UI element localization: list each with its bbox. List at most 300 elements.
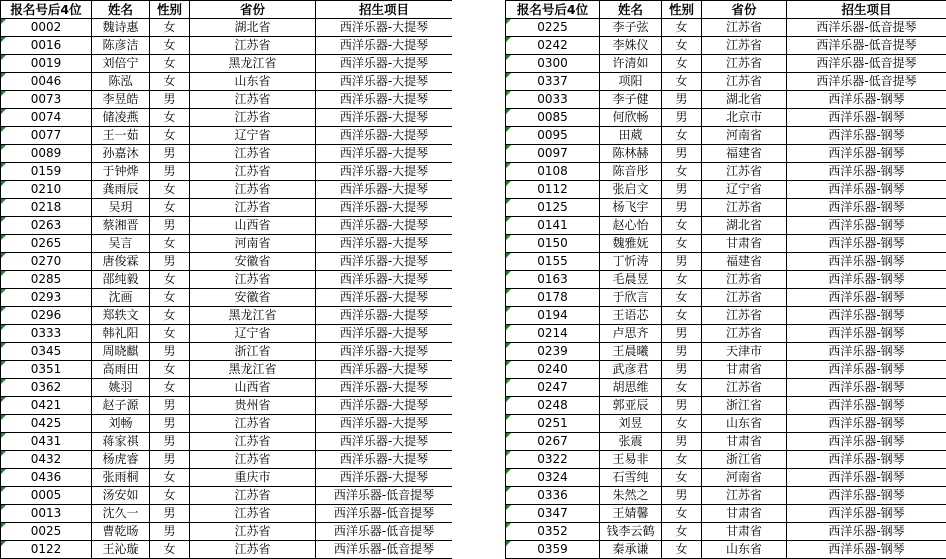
regno-cell[interactable]: 0046: [1, 73, 92, 91]
program-cell[interactable]: 西洋乐器-钢琴: [787, 505, 946, 523]
gender-cell[interactable]: 女: [662, 217, 702, 235]
regno-cell[interactable]: 0351: [1, 361, 92, 379]
province-cell[interactable]: 山西省: [190, 379, 316, 397]
regno-cell[interactable]: 0322: [506, 451, 600, 469]
province-cell[interactable]: 黑龙江省: [190, 307, 316, 325]
regno-cell[interactable]: 0218: [1, 199, 92, 217]
name-cell[interactable]: 蔡湘晋: [92, 217, 150, 235]
program-cell[interactable]: 西洋乐器-大提琴: [316, 19, 453, 37]
name-cell[interactable]: 吴言: [92, 235, 150, 253]
gender-cell[interactable]: 男: [662, 343, 702, 361]
gender-cell[interactable]: 男: [662, 145, 702, 163]
province-cell[interactable]: 江苏省: [190, 163, 316, 181]
program-cell[interactable]: 西洋乐器-大提琴: [316, 37, 453, 55]
regno-cell[interactable]: 0436: [1, 469, 92, 487]
program-cell[interactable]: 西洋乐器-钢琴: [787, 217, 946, 235]
gender-cell[interactable]: 男: [150, 433, 190, 451]
name-cell[interactable]: 吴玥: [92, 199, 150, 217]
regno-cell[interactable]: 0033: [506, 91, 600, 109]
name-cell[interactable]: 韩礼阳: [92, 325, 150, 343]
gender-cell[interactable]: 女: [150, 541, 190, 559]
program-cell[interactable]: 西洋乐器-钢琴: [787, 271, 946, 289]
regno-cell[interactable]: 0002: [1, 19, 92, 37]
province-cell[interactable]: 甘肃省: [702, 235, 787, 253]
gender-cell[interactable]: 女: [150, 199, 190, 217]
program-cell[interactable]: 西洋乐器-钢琴: [787, 451, 946, 469]
regno-cell[interactable]: 0074: [1, 109, 92, 127]
gender-cell[interactable]: 女: [662, 469, 702, 487]
province-cell[interactable]: 辽宁省: [190, 325, 316, 343]
name-cell[interactable]: 王晨曦: [600, 343, 662, 361]
gender-cell[interactable]: 男: [662, 487, 702, 505]
province-cell[interactable]: 江苏省: [190, 181, 316, 199]
name-cell[interactable]: 秦承谦: [600, 541, 662, 559]
name-cell[interactable]: 李子弦: [600, 19, 662, 37]
regno-cell[interactable]: 0337: [506, 73, 600, 91]
name-cell[interactable]: 项阳: [600, 73, 662, 91]
regno-cell[interactable]: 0077: [1, 127, 92, 145]
regno-cell[interactable]: 0352: [506, 523, 600, 541]
regno-cell[interactable]: 0421: [1, 397, 92, 415]
name-cell[interactable]: 王语芯: [600, 307, 662, 325]
regno-cell[interactable]: 0125: [506, 199, 600, 217]
province-cell[interactable]: 浙江省: [702, 397, 787, 415]
gender-cell[interactable]: 女: [150, 235, 190, 253]
regno-cell[interactable]: 0239: [506, 343, 600, 361]
province-cell[interactable]: 江苏省: [190, 523, 316, 541]
gender-cell[interactable]: 女: [150, 325, 190, 343]
province-cell[interactable]: 湖北省: [702, 91, 787, 109]
province-cell[interactable]: 江苏省: [190, 451, 316, 469]
name-cell[interactable]: 孙嘉沐: [92, 145, 150, 163]
province-cell[interactable]: 湖北省: [702, 217, 787, 235]
province-cell[interactable]: 江苏省: [190, 145, 316, 163]
program-cell[interactable]: 西洋乐器-钢琴: [787, 127, 946, 145]
province-cell[interactable]: 江苏省: [702, 289, 787, 307]
program-cell[interactable]: 西洋乐器-钢琴: [787, 541, 946, 559]
program-cell[interactable]: 西洋乐器-钢琴: [787, 163, 946, 181]
name-cell[interactable]: 张震: [600, 433, 662, 451]
gender-cell[interactable]: 女: [662, 307, 702, 325]
regno-cell[interactable]: 0097: [506, 145, 600, 163]
gender-cell[interactable]: 男: [662, 433, 702, 451]
gender-cell[interactable]: 女: [662, 271, 702, 289]
name-cell[interactable]: 魏雅妩: [600, 235, 662, 253]
name-cell[interactable]: 邵纯毅: [92, 271, 150, 289]
gender-cell[interactable]: 男: [662, 91, 702, 109]
program-cell[interactable]: 西洋乐器-大提琴: [316, 145, 453, 163]
program-cell[interactable]: 西洋乐器-大提琴: [316, 253, 453, 271]
program-cell[interactable]: 西洋乐器-钢琴: [787, 307, 946, 325]
program-cell[interactable]: 西洋乐器-低音提琴: [787, 55, 946, 73]
gender-cell[interactable]: 男: [662, 109, 702, 127]
gender-cell[interactable]: 男: [662, 397, 702, 415]
province-cell[interactable]: 江苏省: [190, 199, 316, 217]
name-cell[interactable]: 李昱皓: [92, 91, 150, 109]
name-cell[interactable]: 刘倍宁: [92, 55, 150, 73]
regno-cell[interactable]: 0095: [506, 127, 600, 145]
program-cell[interactable]: 西洋乐器-钢琴: [787, 289, 946, 307]
regno-cell[interactable]: 0108: [506, 163, 600, 181]
regno-cell[interactable]: 0300: [506, 55, 600, 73]
program-cell[interactable]: 西洋乐器-大提琴: [316, 91, 453, 109]
gender-cell[interactable]: 女: [150, 271, 190, 289]
province-cell[interactable]: 江苏省: [702, 199, 787, 217]
program-cell[interactable]: 西洋乐器-大提琴: [316, 307, 453, 325]
gender-cell[interactable]: 女: [150, 37, 190, 55]
province-cell[interactable]: 江苏省: [702, 19, 787, 37]
program-cell[interactable]: 西洋乐器-钢琴: [787, 235, 946, 253]
gender-cell[interactable]: 男: [150, 217, 190, 235]
program-cell[interactable]: 西洋乐器-钢琴: [787, 145, 946, 163]
gender-cell[interactable]: 女: [150, 181, 190, 199]
program-cell[interactable]: 西洋乐器-大提琴: [316, 271, 453, 289]
name-cell[interactable]: 卢思齐: [600, 325, 662, 343]
name-cell[interactable]: 张启文: [600, 181, 662, 199]
province-cell[interactable]: 河南省: [702, 127, 787, 145]
program-cell[interactable]: 西洋乐器-大提琴: [316, 469, 453, 487]
province-cell[interactable]: 浙江省: [702, 451, 787, 469]
regno-cell[interactable]: 0293: [1, 289, 92, 307]
name-cell[interactable]: 李姝仪: [600, 37, 662, 55]
name-cell[interactable]: 毛晨昱: [600, 271, 662, 289]
program-cell[interactable]: 西洋乐器-钢琴: [787, 469, 946, 487]
program-cell[interactable]: 西洋乐器-大提琴: [316, 127, 453, 145]
name-cell[interactable]: 杨虎睿: [92, 451, 150, 469]
regno-cell[interactable]: 0265: [1, 235, 92, 253]
gender-cell[interactable]: 男: [150, 397, 190, 415]
name-cell[interactable]: 张雨桐: [92, 469, 150, 487]
gender-cell[interactable]: 男: [150, 343, 190, 361]
regno-cell[interactable]: 0013: [1, 505, 92, 523]
province-cell[interactable]: 安徽省: [190, 253, 316, 271]
province-cell[interactable]: 安徽省: [190, 289, 316, 307]
name-cell[interactable]: 刘昱: [600, 415, 662, 433]
name-cell[interactable]: 周晓麒: [92, 343, 150, 361]
gender-cell[interactable]: 女: [662, 235, 702, 253]
program-cell[interactable]: 西洋乐器-大提琴: [316, 397, 453, 415]
program-cell[interactable]: 西洋乐器-钢琴: [787, 433, 946, 451]
gender-cell[interactable]: 男: [150, 505, 190, 523]
gender-cell[interactable]: 女: [150, 307, 190, 325]
regno-cell[interactable]: 0178: [506, 289, 600, 307]
gender-cell[interactable]: 女: [662, 523, 702, 541]
program-cell[interactable]: 西洋乐器-钢琴: [787, 487, 946, 505]
province-cell[interactable]: 江苏省: [190, 271, 316, 289]
program-cell[interactable]: 西洋乐器-钢琴: [787, 523, 946, 541]
province-cell[interactable]: 江苏省: [702, 307, 787, 325]
name-cell[interactable]: 陈音彤: [600, 163, 662, 181]
name-cell[interactable]: 许清如: [600, 55, 662, 73]
program-cell[interactable]: 西洋乐器-大提琴: [316, 181, 453, 199]
gender-cell[interactable]: 男: [150, 91, 190, 109]
gender-cell[interactable]: 女: [150, 73, 190, 91]
name-cell[interactable]: 郭亚辰: [600, 397, 662, 415]
program-cell[interactable]: 西洋乐器-大提琴: [316, 379, 453, 397]
name-cell[interactable]: 于欣言: [600, 289, 662, 307]
regno-cell[interactable]: 0432: [1, 451, 92, 469]
regno-cell[interactable]: 0005: [1, 487, 92, 505]
program-cell[interactable]: 西洋乐器-钢琴: [787, 91, 946, 109]
province-cell[interactable]: 江苏省: [190, 433, 316, 451]
gender-cell[interactable]: 女: [150, 379, 190, 397]
program-cell[interactable]: 西洋乐器-大提琴: [316, 55, 453, 73]
name-cell[interactable]: 陈泓: [92, 73, 150, 91]
regno-cell[interactable]: 0425: [1, 415, 92, 433]
name-cell[interactable]: 魏诗惠: [92, 19, 150, 37]
gender-cell[interactable]: 男: [150, 451, 190, 469]
province-cell[interactable]: 河南省: [190, 235, 316, 253]
name-cell[interactable]: 刘畅: [92, 415, 150, 433]
gender-cell[interactable]: 男: [662, 325, 702, 343]
gender-cell[interactable]: 女: [662, 541, 702, 559]
program-cell[interactable]: 西洋乐器-钢琴: [787, 361, 946, 379]
gender-cell[interactable]: 女: [150, 127, 190, 145]
name-cell[interactable]: 姚羽: [92, 379, 150, 397]
gender-cell[interactable]: 女: [662, 19, 702, 37]
province-cell[interactable]: 天津市: [702, 343, 787, 361]
name-cell[interactable]: 高雨田: [92, 361, 150, 379]
name-cell[interactable]: 赵心怡: [600, 217, 662, 235]
gender-cell[interactable]: 男: [662, 199, 702, 217]
province-cell[interactable]: 甘肃省: [702, 505, 787, 523]
gender-cell[interactable]: 女: [662, 37, 702, 55]
gender-cell[interactable]: 女: [662, 127, 702, 145]
name-cell[interactable]: 胡思维: [600, 379, 662, 397]
regno-cell[interactable]: 0431: [1, 433, 92, 451]
name-cell[interactable]: 龚雨辰: [92, 181, 150, 199]
province-cell[interactable]: 江苏省: [190, 505, 316, 523]
province-cell[interactable]: 黑龙江省: [190, 55, 316, 73]
gender-cell[interactable]: 男: [150, 163, 190, 181]
name-cell[interactable]: 武彦君: [600, 361, 662, 379]
province-cell[interactable]: 甘肃省: [702, 361, 787, 379]
gender-cell[interactable]: 女: [150, 469, 190, 487]
province-cell[interactable]: 山东省: [190, 73, 316, 91]
regno-cell[interactable]: 0112: [506, 181, 600, 199]
province-cell[interactable]: 江苏省: [702, 271, 787, 289]
province-cell[interactable]: 辽宁省: [702, 181, 787, 199]
regno-cell[interactable]: 0019: [1, 55, 92, 73]
program-cell[interactable]: 西洋乐器-大提琴: [316, 325, 453, 343]
name-cell[interactable]: 蒋家祺: [92, 433, 150, 451]
program-cell[interactable]: 西洋乐器-低音提琴: [787, 37, 946, 55]
program-cell[interactable]: 西洋乐器-大提琴: [316, 163, 453, 181]
program-cell[interactable]: 西洋乐器-低音提琴: [787, 19, 946, 37]
province-cell[interactable]: 江苏省: [702, 55, 787, 73]
name-cell[interactable]: 朱然之: [600, 487, 662, 505]
gender-cell[interactable]: 女: [662, 163, 702, 181]
regno-cell[interactable]: 0214: [506, 325, 600, 343]
province-cell[interactable]: 福建省: [702, 145, 787, 163]
name-cell[interactable]: 丁忻涛: [600, 253, 662, 271]
regno-cell[interactable]: 0194: [506, 307, 600, 325]
gender-cell[interactable]: 女: [662, 55, 702, 73]
province-cell[interactable]: 江苏省: [190, 415, 316, 433]
province-cell[interactable]: 江苏省: [190, 91, 316, 109]
regno-cell[interactable]: 0150: [506, 235, 600, 253]
program-cell[interactable]: 西洋乐器-大提琴: [316, 289, 453, 307]
name-cell[interactable]: 石雪纯: [600, 469, 662, 487]
program-cell[interactable]: 西洋乐器-钢琴: [787, 379, 946, 397]
name-cell[interactable]: 王沁璇: [92, 541, 150, 559]
regno-cell[interactable]: 0267: [506, 433, 600, 451]
program-cell[interactable]: 西洋乐器-大提琴: [316, 361, 453, 379]
province-cell[interactable]: 浙江省: [190, 343, 316, 361]
name-cell[interactable]: 于钟烨: [92, 163, 150, 181]
province-cell[interactable]: 山西省: [190, 217, 316, 235]
province-cell[interactable]: 江苏省: [702, 73, 787, 91]
name-cell[interactable]: 唐俊霖: [92, 253, 150, 271]
regno-cell[interactable]: 0263: [1, 217, 92, 235]
gender-cell[interactable]: 男: [150, 253, 190, 271]
program-cell[interactable]: 西洋乐器-低音提琴: [316, 487, 453, 505]
gender-cell[interactable]: 女: [662, 73, 702, 91]
regno-cell[interactable]: 0324: [506, 469, 600, 487]
program-cell[interactable]: 西洋乐器-低音提琴: [316, 523, 453, 541]
regno-cell[interactable]: 0270: [1, 253, 92, 271]
gender-cell[interactable]: 女: [662, 289, 702, 307]
regno-cell[interactable]: 0085: [506, 109, 600, 127]
province-cell[interactable]: 甘肃省: [702, 433, 787, 451]
province-cell[interactable]: 湖北省: [190, 19, 316, 37]
program-cell[interactable]: 西洋乐器-大提琴: [316, 343, 453, 361]
gender-cell[interactable]: 女: [150, 289, 190, 307]
gender-cell[interactable]: 女: [662, 415, 702, 433]
province-cell[interactable]: 山东省: [702, 415, 787, 433]
regno-cell[interactable]: 0025: [1, 523, 92, 541]
province-cell[interactable]: 江苏省: [702, 487, 787, 505]
name-cell[interactable]: 何欣畅: [600, 109, 662, 127]
gender-cell[interactable]: 男: [662, 253, 702, 271]
province-cell[interactable]: 江苏省: [190, 487, 316, 505]
province-cell[interactable]: 福建省: [702, 253, 787, 271]
province-cell[interactable]: 江苏省: [190, 37, 316, 55]
regno-cell[interactable]: 0242: [506, 37, 600, 55]
name-cell[interactable]: 沈久一: [92, 505, 150, 523]
program-cell[interactable]: 西洋乐器-大提琴: [316, 73, 453, 91]
name-cell[interactable]: 王易非: [600, 451, 662, 469]
province-cell[interactable]: 山东省: [702, 541, 787, 559]
regno-cell[interactable]: 0210: [1, 181, 92, 199]
program-cell[interactable]: 西洋乐器-钢琴: [787, 253, 946, 271]
gender-cell[interactable]: 女: [662, 505, 702, 523]
regno-cell[interactable]: 0240: [506, 361, 600, 379]
regno-cell[interactable]: 0333: [1, 325, 92, 343]
program-cell[interactable]: 西洋乐器-低音提琴: [316, 541, 453, 559]
gender-cell[interactable]: 女: [150, 55, 190, 73]
program-cell[interactable]: 西洋乐器-大提琴: [316, 235, 453, 253]
name-cell[interactable]: 田葳: [600, 127, 662, 145]
regno-cell[interactable]: 0155: [506, 253, 600, 271]
province-cell[interactable]: 北京市: [702, 109, 787, 127]
gender-cell[interactable]: 男: [150, 523, 190, 541]
gender-cell[interactable]: 男: [150, 145, 190, 163]
regno-cell[interactable]: 0016: [1, 37, 92, 55]
regno-cell[interactable]: 0296: [1, 307, 92, 325]
regno-cell[interactable]: 0225: [506, 19, 600, 37]
name-cell[interactable]: 曹乾旸: [92, 523, 150, 541]
gender-cell[interactable]: 女: [150, 109, 190, 127]
program-cell[interactable]: 西洋乐器-钢琴: [787, 415, 946, 433]
gender-cell[interactable]: 男: [662, 181, 702, 199]
name-cell[interactable]: 陈林赫: [600, 145, 662, 163]
province-cell[interactable]: 辽宁省: [190, 127, 316, 145]
program-cell[interactable]: 西洋乐器-低音提琴: [787, 73, 946, 91]
regno-cell[interactable]: 0362: [1, 379, 92, 397]
province-cell[interactable]: 江苏省: [702, 163, 787, 181]
program-cell[interactable]: 西洋乐器-钢琴: [787, 343, 946, 361]
regno-cell[interactable]: 0347: [506, 505, 600, 523]
program-cell[interactable]: 西洋乐器-钢琴: [787, 181, 946, 199]
province-cell[interactable]: 江苏省: [190, 109, 316, 127]
program-cell[interactable]: 西洋乐器-大提琴: [316, 433, 453, 451]
province-cell[interactable]: 江苏省: [702, 379, 787, 397]
gender-cell[interactable]: 女: [150, 361, 190, 379]
regno-cell[interactable]: 0248: [506, 397, 600, 415]
program-cell[interactable]: 西洋乐器-钢琴: [787, 325, 946, 343]
regno-cell[interactable]: 0141: [506, 217, 600, 235]
gender-cell[interactable]: 女: [150, 19, 190, 37]
gender-cell[interactable]: 女: [150, 487, 190, 505]
program-cell[interactable]: 西洋乐器-低音提琴: [316, 505, 453, 523]
name-cell[interactable]: 王一茹: [92, 127, 150, 145]
name-cell[interactable]: 王婧馨: [600, 505, 662, 523]
regno-cell[interactable]: 0345: [1, 343, 92, 361]
province-cell[interactable]: 甘肃省: [702, 523, 787, 541]
program-cell[interactable]: 西洋乐器-钢琴: [787, 397, 946, 415]
name-cell[interactable]: 郑轶文: [92, 307, 150, 325]
name-cell[interactable]: 李子健: [600, 91, 662, 109]
province-cell[interactable]: 江苏省: [702, 325, 787, 343]
province-cell[interactable]: 江苏省: [190, 541, 316, 559]
name-cell[interactable]: 陈彦洁: [92, 37, 150, 55]
program-cell[interactable]: 西洋乐器-大提琴: [316, 415, 453, 433]
regno-cell[interactable]: 0073: [1, 91, 92, 109]
regno-cell[interactable]: 0251: [506, 415, 600, 433]
program-cell[interactable]: 西洋乐器-钢琴: [787, 109, 946, 127]
regno-cell[interactable]: 0159: [1, 163, 92, 181]
program-cell[interactable]: 西洋乐器-大提琴: [316, 451, 453, 469]
province-cell[interactable]: 重庆市: [190, 469, 316, 487]
gender-cell[interactable]: 女: [662, 379, 702, 397]
name-cell[interactable]: 汤安如: [92, 487, 150, 505]
regno-cell[interactable]: 0285: [1, 271, 92, 289]
province-cell[interactable]: 河南省: [702, 469, 787, 487]
name-cell[interactable]: 赵子源: [92, 397, 150, 415]
regno-cell[interactable]: 0336: [506, 487, 600, 505]
program-cell[interactable]: 西洋乐器-大提琴: [316, 109, 453, 127]
regno-cell[interactable]: 0247: [506, 379, 600, 397]
regno-cell[interactable]: 0359: [506, 541, 600, 559]
gender-cell[interactable]: 男: [662, 361, 702, 379]
program-cell[interactable]: 西洋乐器-钢琴: [787, 199, 946, 217]
province-cell[interactable]: 贵州省: [190, 397, 316, 415]
program-cell[interactable]: 西洋乐器-大提琴: [316, 199, 453, 217]
name-cell[interactable]: 沈画: [92, 289, 150, 307]
province-cell[interactable]: 江苏省: [702, 37, 787, 55]
regno-cell[interactable]: 0089: [1, 145, 92, 163]
name-cell[interactable]: 储凌燕: [92, 109, 150, 127]
regno-cell[interactable]: 0163: [506, 271, 600, 289]
program-cell[interactable]: 西洋乐器-大提琴: [316, 217, 453, 235]
gender-cell[interactable]: 男: [150, 415, 190, 433]
name-cell[interactable]: 杨飞宇: [600, 199, 662, 217]
name-cell[interactable]: 钱李云鹤: [600, 523, 662, 541]
gender-cell[interactable]: 女: [662, 451, 702, 469]
province-cell[interactable]: 黑龙江省: [190, 361, 316, 379]
regno-cell[interactable]: 0122: [1, 541, 92, 559]
